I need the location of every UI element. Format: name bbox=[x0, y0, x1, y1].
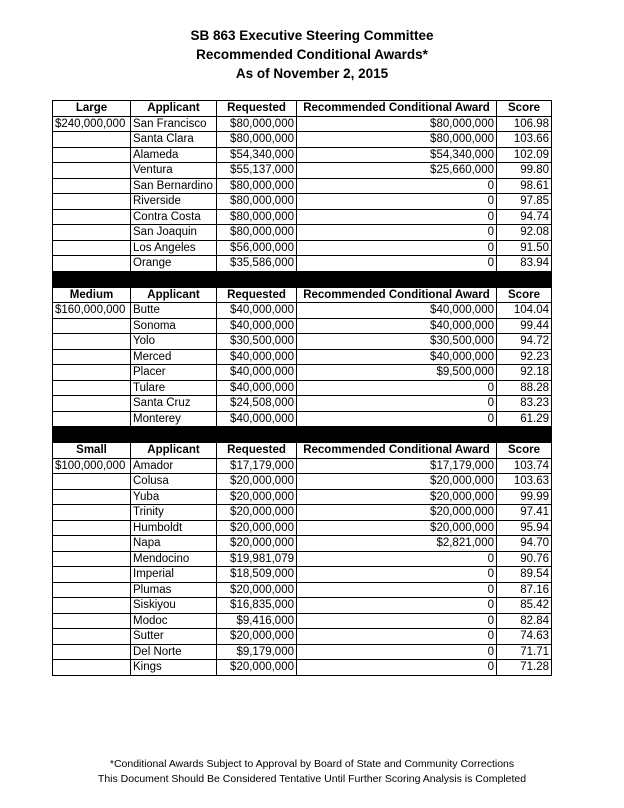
applicant-name: Placer bbox=[131, 365, 217, 381]
award-amount: $2,821,000 bbox=[297, 536, 497, 552]
score-value: 61.29 bbox=[497, 411, 552, 427]
category-empty bbox=[53, 660, 131, 676]
score-value: 103.63 bbox=[497, 474, 552, 490]
award-amount: 0 bbox=[297, 582, 497, 598]
award-amount: $25,660,000 bbox=[297, 163, 497, 179]
award-amount: $20,000,000 bbox=[297, 505, 497, 521]
requested-amount: $40,000,000 bbox=[217, 365, 297, 381]
award-header: Recommended Conditional Award bbox=[297, 101, 497, 117]
requested-amount: $80,000,000 bbox=[217, 116, 297, 132]
table-row bbox=[53, 567, 552, 583]
category-header: Small bbox=[53, 443, 131, 459]
applicant-header: Applicant bbox=[131, 101, 217, 117]
applicant-name: Santa Clara bbox=[131, 132, 217, 148]
applicant-name: Amador bbox=[131, 458, 217, 474]
score-header: Score bbox=[497, 101, 552, 117]
requested-amount: $20,000,000 bbox=[217, 629, 297, 645]
table-row bbox=[53, 209, 552, 225]
score-value: 91.50 bbox=[497, 240, 552, 256]
table-row bbox=[53, 194, 552, 210]
applicant-name: San Francisco bbox=[131, 116, 217, 132]
table-row bbox=[53, 598, 552, 614]
score-value: 71.28 bbox=[497, 660, 552, 676]
requested-amount: $40,000,000 bbox=[217, 380, 297, 396]
requested-amount: $20,000,000 bbox=[217, 505, 297, 521]
section-header-row bbox=[53, 287, 552, 303]
score-value: 102.09 bbox=[497, 147, 552, 163]
requested-amount: $20,000,000 bbox=[217, 489, 297, 505]
applicant-name: Colusa bbox=[131, 474, 217, 490]
score-value: 103.74 bbox=[497, 458, 552, 474]
table-row bbox=[53, 132, 552, 148]
category-empty bbox=[53, 644, 131, 660]
requested-amount: $80,000,000 bbox=[217, 132, 297, 148]
award-amount: $17,179,000 bbox=[297, 458, 497, 474]
category-empty bbox=[53, 318, 131, 334]
award-amount: $54,340,000 bbox=[297, 147, 497, 163]
applicant-name: San Bernardino bbox=[131, 178, 217, 194]
table-row bbox=[53, 380, 552, 396]
table-row bbox=[53, 629, 552, 645]
requested-amount: $40,000,000 bbox=[217, 349, 297, 365]
document-date: As of November 2, 2015 bbox=[235, 66, 389, 81]
award-amount: $40,000,000 bbox=[297, 349, 497, 365]
award-amount: 0 bbox=[297, 178, 497, 194]
applicant-name: Monterey bbox=[131, 411, 217, 427]
category-empty bbox=[53, 256, 131, 272]
requested-header: Requested bbox=[217, 101, 297, 117]
applicant-name: Kings bbox=[131, 660, 217, 676]
award-amount: 0 bbox=[297, 256, 497, 272]
award-amount: $40,000,000 bbox=[297, 303, 497, 319]
category-empty bbox=[53, 240, 131, 256]
requested-amount: $20,000,000 bbox=[217, 660, 297, 676]
award-header: Recommended Conditional Award bbox=[297, 443, 497, 459]
table-row bbox=[53, 551, 552, 567]
score-value: 92.23 bbox=[497, 349, 552, 365]
applicant-name: Santa Cruz bbox=[131, 396, 217, 412]
applicant-name: Del Norte bbox=[131, 644, 217, 660]
award-amount: 0 bbox=[297, 613, 497, 629]
award-amount: 0 bbox=[297, 380, 497, 396]
applicant-name: Butte bbox=[131, 303, 217, 319]
awards-table bbox=[52, 100, 552, 676]
award-amount: 0 bbox=[297, 598, 497, 614]
score-value: 85.42 bbox=[497, 598, 552, 614]
award-amount: $9,500,000 bbox=[297, 365, 497, 381]
applicant-name: Alameda bbox=[131, 147, 217, 163]
category-empty bbox=[53, 365, 131, 381]
category-empty bbox=[53, 551, 131, 567]
score-value: 103.66 bbox=[497, 132, 552, 148]
requested-amount: $20,000,000 bbox=[217, 474, 297, 490]
separator-bar bbox=[53, 427, 552, 443]
category-empty bbox=[53, 194, 131, 210]
category-empty bbox=[53, 132, 131, 148]
requested-amount: $20,000,000 bbox=[217, 582, 297, 598]
award-amount: 0 bbox=[297, 629, 497, 645]
applicant-name: Yuba bbox=[131, 489, 217, 505]
score-value: 99.80 bbox=[497, 163, 552, 179]
score-value: 88.28 bbox=[497, 380, 552, 396]
table-row bbox=[53, 660, 552, 676]
requested-header: Requested bbox=[217, 287, 297, 303]
requested-amount: $18,509,000 bbox=[217, 567, 297, 583]
category-empty bbox=[53, 178, 131, 194]
requested-amount: $17,179,000 bbox=[217, 458, 297, 474]
category-empty bbox=[53, 163, 131, 179]
applicant-name: Riverside bbox=[131, 194, 217, 210]
score-header: Score bbox=[497, 287, 552, 303]
requested-amount: $19,981,079 bbox=[217, 551, 297, 567]
score-value: 106.98 bbox=[497, 116, 552, 132]
category-empty bbox=[53, 598, 131, 614]
table-row bbox=[53, 116, 552, 132]
score-value: 95.94 bbox=[497, 520, 552, 536]
requested-amount: $20,000,000 bbox=[217, 520, 297, 536]
requested-amount: $80,000,000 bbox=[217, 178, 297, 194]
section-header-row bbox=[53, 443, 552, 459]
score-value: 90.76 bbox=[497, 551, 552, 567]
table-row bbox=[53, 303, 552, 319]
score-value: 94.72 bbox=[497, 334, 552, 350]
applicant-name: Mendocino bbox=[131, 551, 217, 567]
applicant-header: Applicant bbox=[131, 443, 217, 459]
requested-amount: $40,000,000 bbox=[217, 411, 297, 427]
award-amount: 0 bbox=[297, 194, 497, 210]
document-title-block bbox=[0, 26, 624, 83]
award-amount: $20,000,000 bbox=[297, 520, 497, 536]
requested-amount: $20,000,000 bbox=[217, 536, 297, 552]
category-empty bbox=[53, 147, 131, 163]
score-value: 74.63 bbox=[497, 629, 552, 645]
table-row bbox=[53, 163, 552, 179]
category-header: Large bbox=[53, 101, 131, 117]
category-empty bbox=[53, 489, 131, 505]
category-empty bbox=[53, 225, 131, 241]
section-separator bbox=[53, 427, 552, 443]
applicant-name: Merced bbox=[131, 349, 217, 365]
award-amount: $20,000,000 bbox=[297, 474, 497, 490]
applicant-header: Applicant bbox=[131, 287, 217, 303]
requested-amount: $30,500,000 bbox=[217, 334, 297, 350]
table-row bbox=[53, 318, 552, 334]
category-empty bbox=[53, 582, 131, 598]
table-row bbox=[53, 240, 552, 256]
table-row bbox=[53, 458, 552, 474]
score-value: 92.18 bbox=[497, 365, 552, 381]
category-header: Medium bbox=[53, 287, 131, 303]
applicant-name: Contra Costa bbox=[131, 209, 217, 225]
table-row bbox=[53, 365, 552, 381]
score-value: 104.04 bbox=[497, 303, 552, 319]
table-row bbox=[53, 520, 552, 536]
score-value: 98.61 bbox=[497, 178, 552, 194]
applicant-name: Trinity bbox=[131, 505, 217, 521]
score-value: 97.85 bbox=[497, 194, 552, 210]
award-amount: 0 bbox=[297, 411, 497, 427]
applicant-name: Sonoma bbox=[131, 318, 217, 334]
category-empty bbox=[53, 474, 131, 490]
applicant-name: Plumas bbox=[131, 582, 217, 598]
category-empty bbox=[53, 209, 131, 225]
requested-amount: $80,000,000 bbox=[217, 209, 297, 225]
document-subtitle: Recommended Conditional Awards* bbox=[196, 47, 428, 62]
applicant-name: Napa bbox=[131, 536, 217, 552]
document-title: SB 863 Executive Steering Committee bbox=[190, 28, 434, 43]
category-empty bbox=[53, 411, 131, 427]
requested-amount: $54,340,000 bbox=[217, 147, 297, 163]
requested-amount: $35,586,000 bbox=[217, 256, 297, 272]
awards-table-body bbox=[53, 101, 552, 676]
table-row bbox=[53, 505, 552, 521]
applicant-name: Modoc bbox=[131, 613, 217, 629]
separator-bar bbox=[53, 271, 552, 287]
table-row bbox=[53, 178, 552, 194]
applicant-name: Sutter bbox=[131, 629, 217, 645]
award-amount: 0 bbox=[297, 551, 497, 567]
category-empty bbox=[53, 380, 131, 396]
score-value: 83.94 bbox=[497, 256, 552, 272]
applicant-name: Los Angeles bbox=[131, 240, 217, 256]
score-value: 99.99 bbox=[497, 489, 552, 505]
table-row bbox=[53, 411, 552, 427]
applicant-name: San Joaquin bbox=[131, 225, 217, 241]
table-row bbox=[53, 225, 552, 241]
requested-amount: $55,137,000 bbox=[217, 163, 297, 179]
requested-amount: $80,000,000 bbox=[217, 225, 297, 241]
footnote-line-2: This Document Should Be Considered Tentative Until Further Scoring Analysis is Completed bbox=[97, 773, 527, 785]
table-row bbox=[53, 582, 552, 598]
table-row bbox=[53, 613, 552, 629]
award-amount: $80,000,000 bbox=[297, 116, 497, 132]
applicant-name: Tulare bbox=[131, 380, 217, 396]
table-row bbox=[53, 536, 552, 552]
applicant-name: Orange bbox=[131, 256, 217, 272]
requested-amount: $9,179,000 bbox=[217, 644, 297, 660]
applicant-name: Imperial bbox=[131, 567, 217, 583]
score-header: Score bbox=[497, 443, 552, 459]
category-empty bbox=[53, 536, 131, 552]
award-amount: 0 bbox=[297, 396, 497, 412]
requested-amount: $16,835,000 bbox=[217, 598, 297, 614]
category-empty bbox=[53, 396, 131, 412]
award-amount: 0 bbox=[297, 644, 497, 660]
table-row bbox=[53, 349, 552, 365]
requested-amount: $24,508,000 bbox=[217, 396, 297, 412]
category-empty bbox=[53, 629, 131, 645]
table-row bbox=[53, 334, 552, 350]
requested-amount: $40,000,000 bbox=[217, 303, 297, 319]
category-empty bbox=[53, 520, 131, 536]
applicant-name: Ventura bbox=[131, 163, 217, 179]
award-header: Recommended Conditional Award bbox=[297, 287, 497, 303]
footnote-line-1: *Conditional Awards Subject to Approval by Board of State and Community Corrections bbox=[109, 758, 515, 770]
table-row bbox=[53, 147, 552, 163]
award-amount: $80,000,000 bbox=[297, 132, 497, 148]
requested-amount: $40,000,000 bbox=[217, 318, 297, 334]
applicant-name: Humboldt bbox=[131, 520, 217, 536]
category-empty bbox=[53, 567, 131, 583]
section-separator bbox=[53, 271, 552, 287]
table-row bbox=[53, 396, 552, 412]
table-row bbox=[53, 489, 552, 505]
score-value: 71.71 bbox=[497, 644, 552, 660]
award-amount: $20,000,000 bbox=[297, 489, 497, 505]
footnote bbox=[0, 757, 624, 787]
award-amount: 0 bbox=[297, 660, 497, 676]
requested-amount: $9,416,000 bbox=[217, 613, 297, 629]
requested-amount: $56,000,000 bbox=[217, 240, 297, 256]
category-empty bbox=[53, 505, 131, 521]
category-empty bbox=[53, 613, 131, 629]
score-value: 82.84 bbox=[497, 613, 552, 629]
score-value: 94.74 bbox=[497, 209, 552, 225]
table-row bbox=[53, 474, 552, 490]
category-empty bbox=[53, 349, 131, 365]
category-pool: $240,000,000 bbox=[53, 116, 131, 132]
score-value: 94.70 bbox=[497, 536, 552, 552]
award-amount: 0 bbox=[297, 567, 497, 583]
table-row bbox=[53, 256, 552, 272]
score-value: 97.41 bbox=[497, 505, 552, 521]
award-amount: 0 bbox=[297, 225, 497, 241]
score-value: 83.23 bbox=[497, 396, 552, 412]
applicant-name: Yolo bbox=[131, 334, 217, 350]
category-pool: $160,000,000 bbox=[53, 303, 131, 319]
score-value: 92.08 bbox=[497, 225, 552, 241]
category-pool: $100,000,000 bbox=[53, 458, 131, 474]
award-amount: $40,000,000 bbox=[297, 318, 497, 334]
score-value: 99.44 bbox=[497, 318, 552, 334]
table-row bbox=[53, 644, 552, 660]
award-amount: 0 bbox=[297, 209, 497, 225]
award-amount: $30,500,000 bbox=[297, 334, 497, 350]
requested-amount: $80,000,000 bbox=[217, 194, 297, 210]
award-amount: 0 bbox=[297, 240, 497, 256]
section-header-row bbox=[53, 101, 552, 117]
category-empty bbox=[53, 334, 131, 350]
requested-header: Requested bbox=[217, 443, 297, 459]
applicant-name: Siskiyou bbox=[131, 598, 217, 614]
score-value: 87.16 bbox=[497, 582, 552, 598]
score-value: 89.54 bbox=[497, 567, 552, 583]
